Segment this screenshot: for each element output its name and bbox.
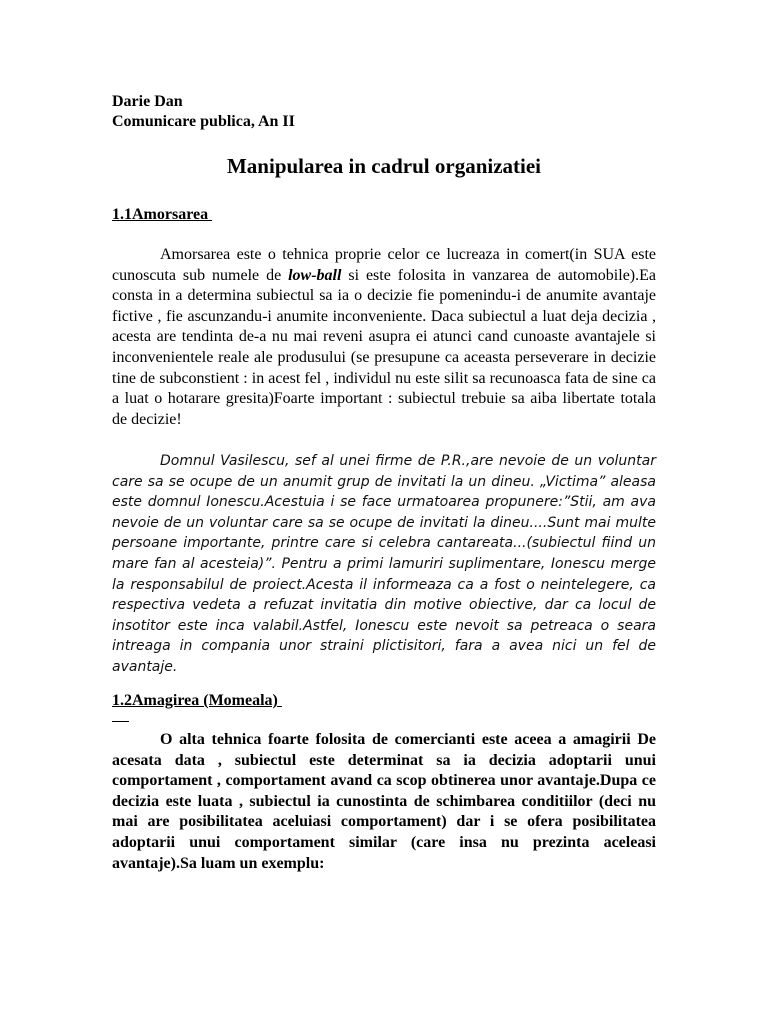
example-paragraph: Domnul Vasilescu, sef al unei firme de P.R.,are nevoie de un voluntar care sa se ocupe de un anumit grup de invitati la un dineu. „Victima” aleasa este domnul Ionescu.Acestuia i se face urmatoarea propunere:”Stii, am ava nevoie de un voluntar care sa se ocupe de invitati la dineu....Sunt mai multe persoane importante, printre care si celebra cantareata...(subiectul fiind un mare fan al acesteia)”. Pentru a primi lamuriri suplimentare, Ionescu merge la responsabilul de proiect.Acesta il informeaza ca a fost o neintelegere, ca respectiva vedeta a refuzat invitatia din motive obiective, dar ca locul de insotitor este inca valabil.Astfel, Ionescu este nevoit sa petreaca o seara intreaga in compania unor straini plictisitori, fara a avea nici un fel de avantaje.	[112, 453, 656, 675]
paragraph-text-start: Amorsarea este o tehnica proprie celor ce lucreaza in comert(in SUA este cunoscuta sub numele de	[112, 246, 656, 284]
underlined-blank-line	[112, 721, 129, 722]
paragraph-amorsarea	[112, 245, 656, 430]
author-block	[112, 92, 295, 132]
course-info: Comunicare publica, An II	[112, 113, 295, 130]
section-heading-amagirea: 1.2Amagirea (Momeala)	[112, 692, 282, 709]
section-heading-amorsarea: 1.1Amorsarea	[112, 206, 213, 223]
paragraph-text-end: si este folosita in vanzarea de automobile).Ea consta in a determina subiectul sa ia o decizie fie pomenindu-i de anumite avantaje fictive , fie ascunzandu-i anumite inconveniente. Daca subiectul a luat deja decizia , acesta are tendinta de-a nu mai reveni asupra ei atunci cand cunoaste avantajele si inconvenientele reale ale produsului (se presupune ca aceasta perseverare in decizie tine de subconstient : in acest fel , individul nu este silit sa recunoasca fata de sine ca a luat o hotarare gresita)Foarte important : subiectul trebuie sa aiba libertate totala de decizie!	[112, 266, 656, 428]
low-ball-term: low-ball	[288, 266, 342, 284]
author-name: Darie Dan	[112, 93, 183, 110]
paragraph-amagirea: O alta tehnica foarte folosita de comercianti este aceea a amagirii De acesata data , subiectul este determinat sa ia decizia adoptarii unui comportament , comportament avand ca scop obtinerea unor avantaje.Dupa ce decizia este luata , subiectul ia cunostinta de schimbarea conditiilor (deci nu mai are posibilitatea aceluiasi comportament) dar i se ofera posibilitatea adoptarii unui comportament similar (care insa nu prezinta aceleasi avantaje).Sa luam un exemplu:	[112, 731, 656, 872]
document-title: Manipularea in cadrul organizatiei	[226, 154, 542, 178]
